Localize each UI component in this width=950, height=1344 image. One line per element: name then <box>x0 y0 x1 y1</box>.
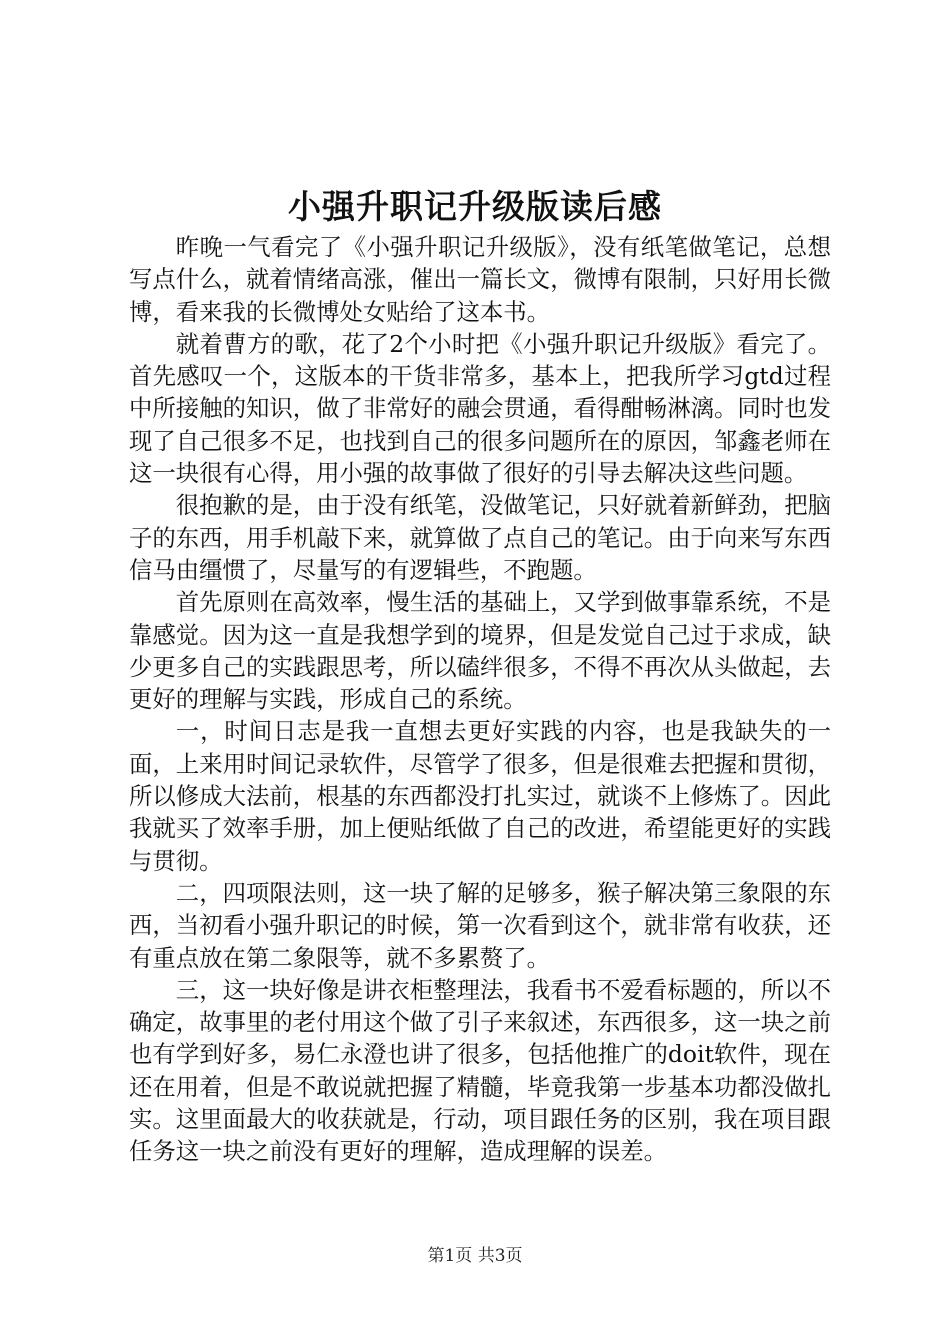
paragraph-6: 二，四项限法则，这一块了解的足够多，猴子解决第三象限的东西，当初看小强升职记的时候，第一次看到这个，就非常有收获，还有重点放在第二象限等，就不多累赘了。 <box>129 878 831 972</box>
paragraph-1: 昨晚一气看完了《小强升职记升级版》，没有纸笔做笔记，总想写点什么，就着情绪高涨，催出一篇长文，微博有限制，只好用长微博，看来我的长微博处女贴给了这本书。 <box>129 233 831 326</box>
document-body <box>129 231 831 1168</box>
paragraph-3: 很抱歉的是，由于没有纸笔，没做笔记，只好就着新鲜劲，把脑子的东西，用手机敲下来，就算做了点自己的笔记。由于向来写东西信马由缰惯了，尽量写的有逻辑些，不跑题。 <box>129 491 831 584</box>
paragraph-5: 一，时间日志是我一直想去更好实践的内容，也是我缺失的一面，上来用时间记录软件，尽管学了很多，但是很难去把握和贯彻，所以修成大法前，根基的东西都没打扎实过，就谈不上修炼了。因此我就买了效率手册，加上便贴纸做了自己的改进，希望能更好的实践与贯彻。 <box>129 717 831 875</box>
paragraph-2: 就着曹方的歌，花了2个小时把《小强升职记升级版》看完了。首先感叹一个，这版本的干货非常多，基本上，把我所学习gtd过程中所接触的知识，做了非常好的融会贯通，看得酣畅淋漓。同时也发现了自己很多不足，也找到自己的很多问题所在的原因，邹鑫老师在这一块很有心得，用小强的故事做了很好的引导去解决这些问题。 <box>129 329 831 488</box>
paragraph-4: 首先原则在高效率，慢生活的基础上，又学到做事靠系统，不是靠感觉。因为这一直是我想学到的境界，但是发觉自己过于求成，缺少更多自己的实践跟思考，所以磕绊很多，不得不再次从头做起，去更好的理解与实践，形成自己的系统。 <box>129 588 831 714</box>
paragraph-7: 三，这一块好像是讲衣柜整理法，我看书不爱看标题的，所以不确定，故事里的老付用这个做了引子来叙述，东西很多，这一块之前也有学到好多，易仁永澄也讲了很多，包括他推广的doit软件，现在还在用着，但是不敢说就把握了精髓，毕竟我第一步基本功都没做扎实。这里面最大的收获就是，行动，项目跟任务的区别，我在项目跟任务这一块之前没有更好的理解，造成理解的误差。 <box>129 975 831 1166</box>
document-title: 小强升职记升级版读后感 <box>288 187 662 226</box>
page-number-footer: 第1页 共3页 <box>427 1246 523 1266</box>
